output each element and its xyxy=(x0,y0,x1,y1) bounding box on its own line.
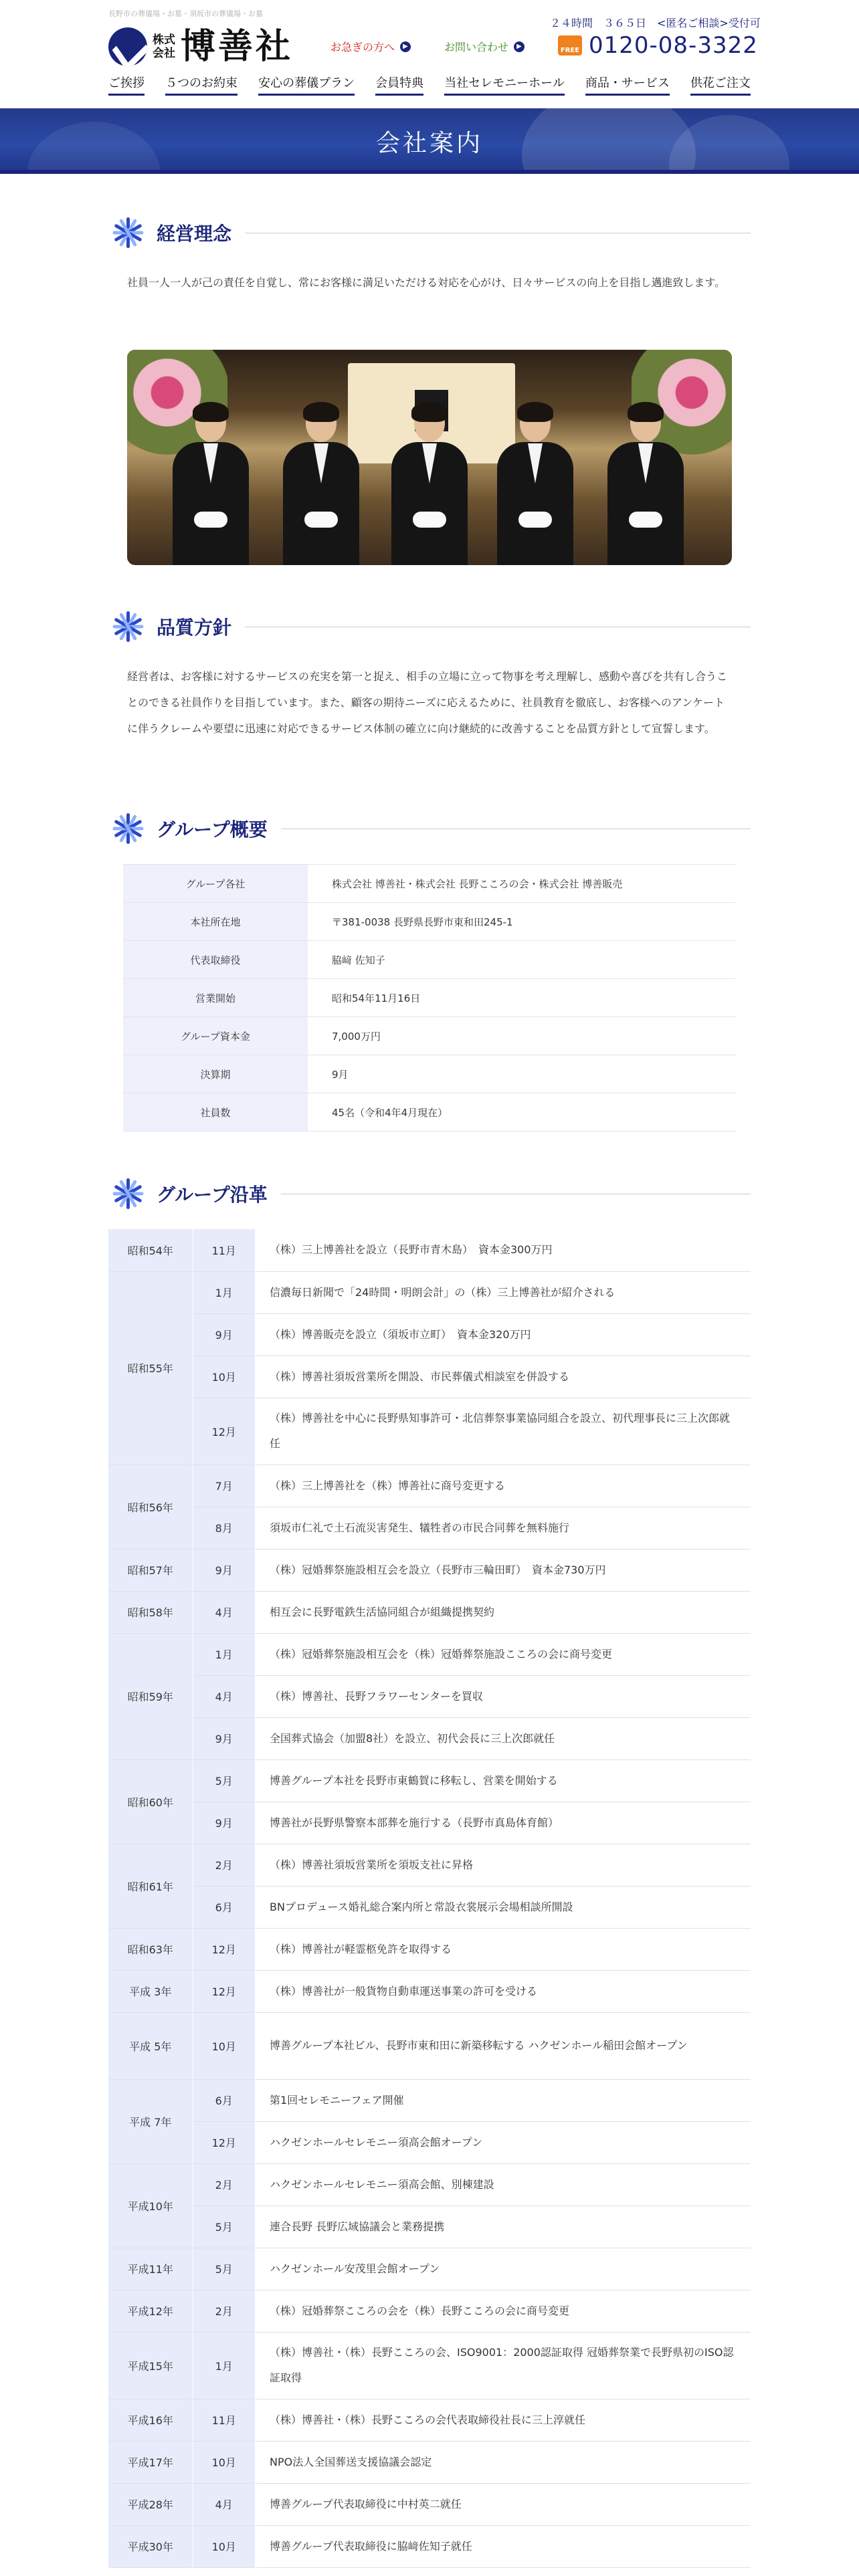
overview-key: グループ各社 xyxy=(123,865,308,903)
history-event: （株）博善社が一般貨物自動車運送事業の許可を受ける xyxy=(256,1970,751,2012)
history-month: 12月 xyxy=(193,1928,256,1970)
history-heading xyxy=(108,1174,751,1214)
history-event: （株）博善社、長野フラワーセンターを買収 xyxy=(256,1675,751,1717)
contact-link-label: お問い合わせ xyxy=(444,41,509,53)
flower-icon xyxy=(108,809,147,848)
history-month: 11月 xyxy=(193,1229,256,1271)
history-event: （株）博善社須坂営業所を須坂支社に昇格 xyxy=(256,1844,751,1886)
history-event: 博善グループ代表取締役に脇﨑佐知子就任 xyxy=(256,2525,751,2567)
history-row xyxy=(108,2525,751,2567)
history-row xyxy=(108,1886,751,1928)
history-row xyxy=(108,2121,751,2163)
history-table xyxy=(108,1229,751,2568)
overview-title: グループ概要 xyxy=(157,819,268,841)
overview-row xyxy=(123,979,736,1017)
history-event: BNプロデュース婚礼総合案内所と常設衣裳展示会場相談所開設 xyxy=(256,1886,751,1928)
nav-item-flower-order[interactable]: 供花ご注文 xyxy=(690,74,751,96)
overview-key: 決算期 xyxy=(123,1055,308,1093)
logo-company-name: 博善社 xyxy=(181,27,294,67)
history-row xyxy=(108,2012,751,2079)
history-month: 7月 xyxy=(193,1465,256,1507)
history-era: 平成12年 xyxy=(108,2290,193,2332)
history-month: 5月 xyxy=(193,2248,256,2290)
history-row xyxy=(108,1970,751,2012)
history-event: （株）冠婚葬祭こころの会を（株）長野こころの会に商号変更 xyxy=(256,2290,751,2332)
history-row xyxy=(108,1717,751,1759)
history-event: 相互会に長野電鉄生活協同組合が組織提携契約 xyxy=(256,1591,751,1633)
nav-item-funeral-plans[interactable]: 安心の葬儀プラン xyxy=(258,74,355,96)
flower-icon xyxy=(108,607,147,646)
history-month: 12月 xyxy=(193,1970,256,2012)
philosophy-title: 経営理念 xyxy=(157,223,232,245)
chevron-right-icon: ▶ xyxy=(514,41,524,52)
overview-value: 9月 xyxy=(308,1055,736,1093)
history-event: （株）三上博善社を設立（長野市青木島） 資本金300万円 xyxy=(256,1229,751,1271)
history-event: 博善グループ本社ビル、長野市東和田に新築移転する ハクゼンホール稲田会館オープン xyxy=(256,2012,751,2079)
history-row xyxy=(108,1313,751,1356)
history-month: 12月 xyxy=(193,1398,256,1465)
history-row xyxy=(108,1465,751,1507)
freedial-icon: FREE xyxy=(558,35,582,56)
phone-number: 0120-08-3322 xyxy=(589,32,758,59)
history-month: 8月 xyxy=(193,1507,256,1549)
history-event: （株）博善社・（株）長野こころの会代表取締役社長に三上淳就任 xyxy=(256,2399,751,2441)
urgent-link[interactable] xyxy=(330,39,411,54)
history-event: 第1回セレモニーフェア開催 xyxy=(256,2079,751,2121)
overview-row xyxy=(123,903,736,941)
history-era: 平成 3年 xyxy=(108,1970,193,2012)
history-row xyxy=(108,1759,751,1802)
history-row xyxy=(108,2332,751,2399)
phone-link[interactable] xyxy=(558,32,758,59)
history-event: （株）博善社を中心に長野県知事許可・北信葬祭事業協同組合を設立、初代理事長に三上次郎就任 xyxy=(256,1398,751,1465)
nav-item-promises[interactable]: ５つのお約束 xyxy=(165,74,237,96)
history-month: 5月 xyxy=(193,1759,256,1802)
history-event: （株）博善販売を設立（須坂市立町） 資本金320万円 xyxy=(256,1313,751,1356)
history-era: 平成30年 xyxy=(108,2525,193,2567)
history-row xyxy=(108,2079,751,2121)
history-month: 10月 xyxy=(193,2525,256,2567)
history-month: 10月 xyxy=(193,1356,256,1398)
history-era: 平成10年 xyxy=(108,2163,193,2248)
history-row xyxy=(108,2163,751,2206)
contact-link[interactable] xyxy=(444,39,524,54)
history-title: グループ沿革 xyxy=(157,1184,268,1206)
history-era: 昭和54年 xyxy=(108,1229,193,1271)
overview-key: 本社所在地 xyxy=(123,903,308,941)
history-era: 平成11年 xyxy=(108,2248,193,2290)
history-event: 信濃毎日新聞で「24時間・明朗会計」の（株）三上博善社が紹介される xyxy=(256,1271,751,1313)
history-event: ハクゼンホール安茂里会館オープン xyxy=(256,2248,751,2290)
history-row xyxy=(108,2441,751,2483)
staff-photo xyxy=(127,350,732,565)
history-month: 10月 xyxy=(193,2441,256,2483)
site-header xyxy=(0,0,859,107)
philosophy-heading xyxy=(108,213,751,253)
history-month: 11月 xyxy=(193,2399,256,2441)
history-row xyxy=(108,1844,751,1886)
overview-heading xyxy=(108,809,751,849)
logo-mark-icon xyxy=(108,27,147,66)
history-era: 昭和56年 xyxy=(108,1465,193,1549)
history-row xyxy=(108,1356,751,1398)
history-month: 6月 xyxy=(193,1886,256,1928)
history-row xyxy=(108,1802,751,1844)
history-month: 9月 xyxy=(193,1717,256,1759)
history-era: 平成15年 xyxy=(108,2332,193,2399)
history-row xyxy=(108,1549,751,1591)
history-month: 1月 xyxy=(193,1633,256,1675)
history-era: 昭和60年 xyxy=(108,1759,193,1844)
nav-item-ceremony-halls[interactable]: 当社セレモニーホール xyxy=(444,74,565,96)
nav-item-member-benefits[interactable]: 会員特典 xyxy=(375,74,423,96)
philosophy-text: 社員一人一人が己の責任を自覚し、常にお客様に満足いただける対応を心がけ、日々サービスの向上を目指し邁進致します。 xyxy=(127,276,726,289)
history-row xyxy=(108,1507,751,1549)
history-event: （株）三上博善社を（株）博善社に商号変更する xyxy=(256,1465,751,1507)
overview-key: グループ資本金 xyxy=(123,1017,308,1055)
overview-row xyxy=(123,1017,736,1055)
history-event: ハクゼンホールセレモニー須高会館オープン xyxy=(256,2121,751,2163)
history-event: 博善グループ本社を長野市東鶴賀に移転し、営業を開始する xyxy=(256,1759,751,1802)
overview-key: 代表取締役 xyxy=(123,941,308,979)
history-month: 9月 xyxy=(193,1802,256,1844)
overview-key: 社員数 xyxy=(123,1093,308,1132)
history-month: 4月 xyxy=(193,1591,256,1633)
overview-value: 〒381-0038 長野県長野市東和田245-1 xyxy=(308,903,736,941)
history-event: ハクゼンホールセレモニー須高会館、別棟建設 xyxy=(256,2163,751,2206)
history-month: 9月 xyxy=(193,1313,256,1356)
history-era: 平成16年 xyxy=(108,2399,193,2441)
nav-item-products[interactable]: 商品・サービス xyxy=(585,74,670,96)
history-month: 2月 xyxy=(193,2163,256,2206)
chevron-right-icon: ▶ xyxy=(400,41,411,52)
history-row xyxy=(108,1398,751,1465)
history-month: 1月 xyxy=(193,1271,256,1313)
history-month: 1月 xyxy=(193,2332,256,2399)
history-era: 昭和57年 xyxy=(108,1549,193,1591)
history-month: 10月 xyxy=(193,2012,256,2079)
history-era: 平成17年 xyxy=(108,2441,193,2483)
header-tagline: 長野市の葬儀場・お墓・須坂市の葬儀場・お墓 xyxy=(108,9,263,18)
history-row xyxy=(108,2399,751,2441)
page-title: 会社案内 xyxy=(375,130,483,157)
overview-value: 45名（令和4年4月現在） xyxy=(308,1093,736,1132)
history-row xyxy=(108,1633,751,1675)
history-month: 4月 xyxy=(193,2483,256,2525)
history-month: 9月 xyxy=(193,1549,256,1591)
history-era: 昭和55年 xyxy=(108,1271,193,1465)
history-era: 昭和58年 xyxy=(108,1591,193,1633)
service-hours: ２４時間 ３６５日 <匿名ご相談>受付可 xyxy=(550,17,761,29)
history-event: （株）博善社須坂営業所を開設、市民葬儀式相談室を併設する xyxy=(256,1356,751,1398)
history-month: 4月 xyxy=(193,1675,256,1717)
quality-title: 品質方針 xyxy=(157,617,232,639)
flower-icon xyxy=(108,1174,147,1213)
history-row xyxy=(108,1271,751,1313)
history-event: 博善社が長野県警察本部葬を施行する（長野市真島体育館） xyxy=(256,1802,751,1844)
history-era: 昭和59年 xyxy=(108,1633,193,1759)
history-event: 連合長野 長野広域協議会と業務提携 xyxy=(256,2206,751,2248)
history-event: 須坂市仁礼で土石流災害発生、犠牲者の市民合同葬を無料施行 xyxy=(256,1507,751,1549)
history-month: 5月 xyxy=(193,2206,256,2248)
logo-company-type: 株式会社 xyxy=(153,33,175,60)
history-row xyxy=(108,2248,751,2290)
flower-icon xyxy=(108,213,147,252)
history-event: （株）博善社が軽霊柩免許を取得する xyxy=(256,1928,751,1970)
history-row xyxy=(108,1229,751,1271)
urgent-link-label: お急ぎの方へ xyxy=(330,41,395,53)
overview-row xyxy=(123,1093,736,1132)
history-era: 昭和61年 xyxy=(108,1844,193,1928)
overview-row xyxy=(123,865,736,903)
overview-table xyxy=(123,864,736,1132)
history-era: 平成28年 xyxy=(108,2483,193,2525)
overview-key: 営業開始 xyxy=(123,979,308,1017)
history-era: 昭和63年 xyxy=(108,1928,193,1970)
nav-item-greeting[interactable]: ご挨拶 xyxy=(108,74,145,96)
history-month: 2月 xyxy=(193,1844,256,1886)
main-nav xyxy=(108,74,751,96)
overview-row xyxy=(123,1055,736,1093)
history-month: 12月 xyxy=(193,2121,256,2163)
overview-value: 昭和54年11月16日 xyxy=(308,979,736,1017)
overview-value: 株式会社 博善社・株式会社 長野こころの会・株式会社 博善販売 xyxy=(308,865,736,903)
overview-row xyxy=(123,941,736,979)
site-logo[interactable] xyxy=(108,27,293,67)
history-row xyxy=(108,1675,751,1717)
quality-heading xyxy=(108,607,751,647)
history-row xyxy=(108,1591,751,1633)
quality-text: 経営者は、お客様に対するサービスの充実を第一と捉え、相手の立場に立って物事を考え理解し、感動や喜びを共有し合うことのできる社員作りを目指しています。また、顧客の期待ニーズに応えるために、社員教育を徹底し、お客様へのアンケートに伴うクレームや要望に迅速に対応できるサービス体制の確立に向け継続的に改善することを品質方針として宣誓します。 xyxy=(127,670,727,735)
history-era: 平成 7年 xyxy=(108,2079,193,2163)
overview-value: 7,000万円 xyxy=(308,1017,736,1055)
history-event: （株）冠婚葬祭施設相互会を（株）冠婚葬祭施設こころの会に商号変更 xyxy=(256,1633,751,1675)
history-row xyxy=(108,2483,751,2525)
history-row xyxy=(108,2206,751,2248)
history-month: 6月 xyxy=(193,2079,256,2121)
overview-value: 脇﨑 佐知子 xyxy=(308,941,736,979)
history-row xyxy=(108,1928,751,1970)
history-event: （株）博善社・（株）長野こころの会、ISO9001：2000認証取得 冠婚葬祭業で長野県初のISO認証取得 xyxy=(256,2332,751,2399)
history-era: 平成 5年 xyxy=(108,2012,193,2079)
page-banner xyxy=(0,108,859,174)
history-event: 博善グループ代表取締役に中村英二就任 xyxy=(256,2483,751,2525)
history-event: NPO法人全国葬送支援協議会認定 xyxy=(256,2441,751,2483)
history-row xyxy=(108,2290,751,2332)
history-event: （株）冠婚葬祭施設相互会を設立（長野市三輪田町） 資本金730万円 xyxy=(256,1549,751,1591)
history-event: 全国葬式協会（加盟8社）を設立、初代会長に三上次郎就任 xyxy=(256,1717,751,1759)
history-month: 2月 xyxy=(193,2290,256,2332)
